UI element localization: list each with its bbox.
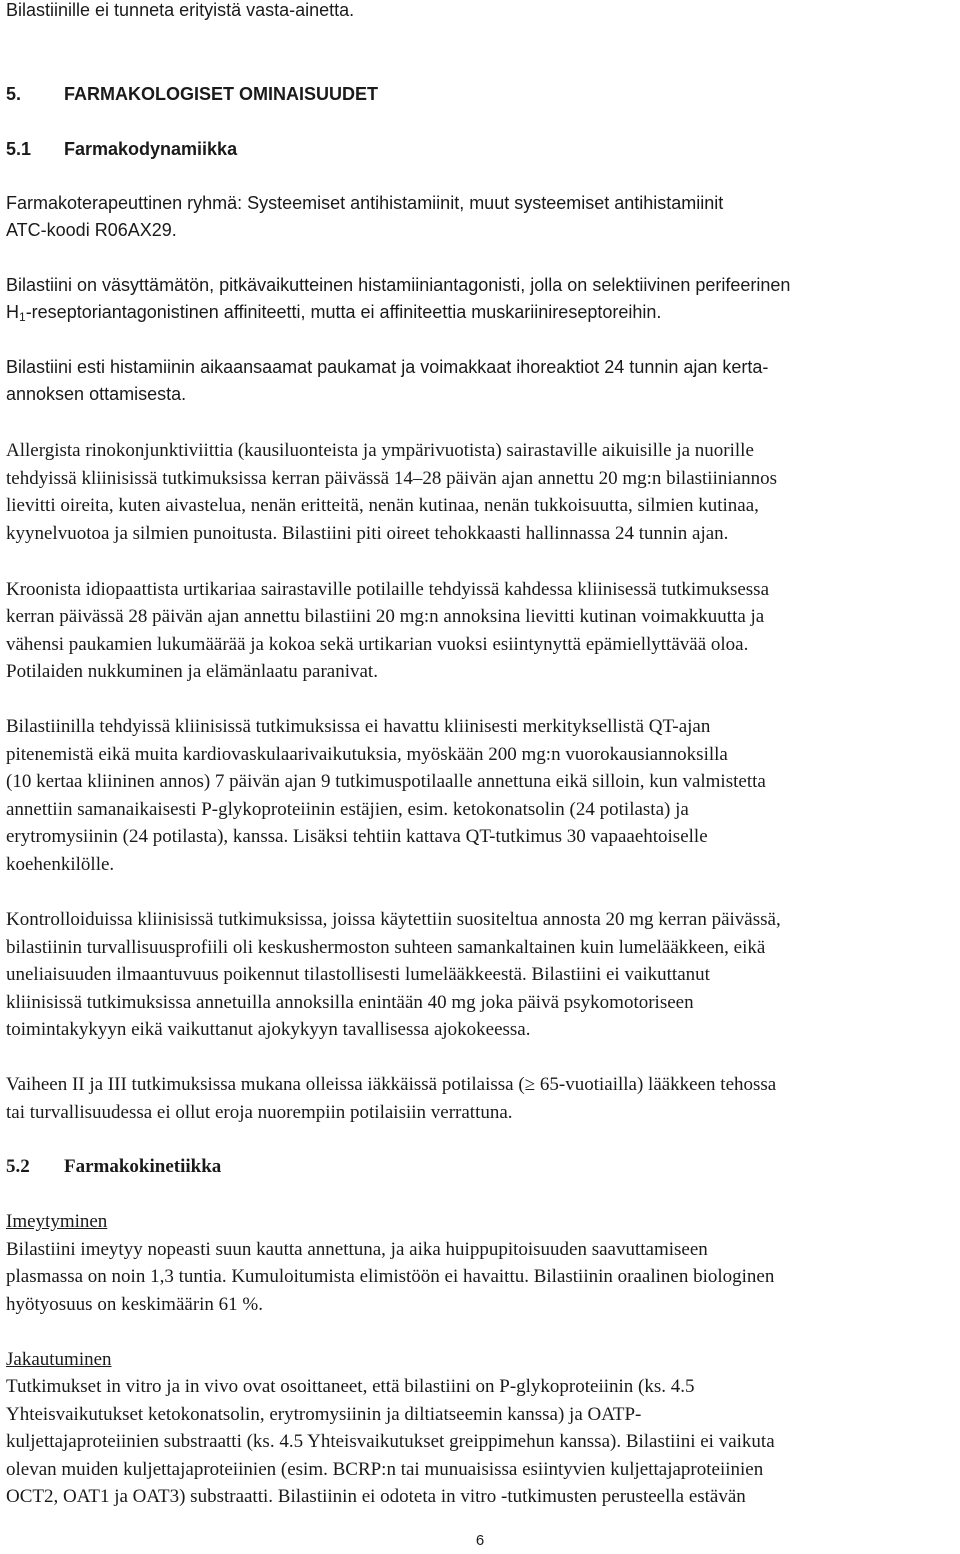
text-line: Potilaiden nukkuminen ja elämänlaatu paranivat. [6,661,378,682]
subsection-title-absorption: Imeytyminen [6,1211,108,1232]
subscript-one: 1 [19,310,26,324]
line-start: Vaiheen II ja III tutkimuksissa mukana olleissa iäkkäissä potilaissa ( [6,1074,525,1095]
text-line: bilastiinin turvallisuusprofiili oli keskushermoston suhteen samankaltainen kuin lumelääkkeen, eikä [6,937,766,958]
text-line: Kroonista idiopaattista urtikariaa sairastaville potilaille tehdyissä kahdessa kliinisessä tutkimuksessa [6,579,769,600]
text-line: Tutkimukset in vitro ja in vivo ovat osoittaneet, että bilastiini on P-glykoproteiinin (ks. 4.5 [6,1376,695,1397]
text-line: kuljettajaproteiinien substraatti (ks. 4.5 Yhteisvaikutukset greippimehun kanssa). Bilastiini ei vaikuta [6,1431,775,1452]
text-line: olevan muiden kuljettajaproteiinien (esim. BCRP:n tai munuaisissa esiintyvien kuljettajaproteiinien [6,1459,764,1480]
text-line: lievitti oireita, kuten aivastelua, nenän eritteitä, nenän kutinaa, nenän tukkoisuutta, silmien kutinaa, [6,495,759,516]
text-line [6,1071,776,1099]
greater-equal-symbol: ≥ [524,1074,536,1095]
text-line: hyötyosuus on keskimäärin 61 %. [6,1294,264,1315]
text-line: Allergista rinokonjunktiviittia (kausiluonteista ja ympärivuotista) sairastaville aikuisille ja nuorille [6,440,754,461]
text-line: Bilastiini imeytyy nopeasti suun kautta annettuna, ja aika huippupitoisuuden saavuttamiseen [6,1239,708,1260]
text-line: pitenemistä eikä muita kardiovaskulaarivaikutuksia, myöskään 200 mg:n vuorokausiannoksilla [6,744,728,765]
section-5-1-heading [6,136,237,164]
section-number: 5.1 [6,139,32,159]
line-rest: -reseptoriantagonistinen affiniteetti, mutta ei affiniteettia muskariinireseptoreihin. [25,302,662,322]
text-line: annoksen ottamisesta. [6,384,187,404]
text-line [6,299,661,327]
section-title: Farmakokinetiikka [64,1156,222,1177]
line-end: 65-vuotiailla) lääkkeen tehossa [535,1074,777,1095]
text-line: uneliaisuuden ilmaantuvuus poikennut tilastollisesti lumelääkkeestä. Bilastiini ei vaikuttanut [6,964,710,985]
text-line: kerran päivässä 28 päivän ajan annettu bilastiini 20 mg:n annoksina lievitti kutinan voimakkuutta ja [6,606,765,627]
text-line: kyynelvuotoa ja silmien punoitusta. Bilastiini piti oireet tehokkaasti hallinnassa 24 tunnin ajan. [6,523,729,544]
text-line: tehdyissä kliinisissä tutkimuksissa kerran päivässä 14–28 päivän ajan annettu 20 mg:n bilastiiniannos [6,468,777,489]
text-line: koehenkilölle. [6,854,115,875]
section-5-2-heading [6,1153,221,1181]
text-line: kliinisissä tutkimuksissa annetuilla annoksilla enintään 40 mg joka päivä psykomotoriseen [6,992,694,1013]
section-5-heading [6,81,378,109]
text-line: toimintakykyyn eikä vaikuttanut ajokykyyn tavallisessa ajokokeessa. [6,1019,531,1040]
text-line: erytromysiinin (24 potilasta), kanssa. Lisäksi tehtiin kattava QT-tutkimus 30 vapaaehtoiselle [6,826,708,847]
section-title: Farmakodynamiikka [64,139,238,159]
text-line: OCT2, OAT1 ja OAT3) substraatti. Bilastiinin ei odoteta in vitro -tutkimusten perusteella estävän [6,1486,746,1507]
text-line: vähensi paukamien lukumäärää ja kokoa sekä urtikarian vuoksi esiintynyttä epämiellyttävää oloa. [6,634,749,655]
subsection-title-distribution: Jakautuminen [6,1349,112,1370]
text-line: annettiin samanaikaisesti P-glykoproteiinin estäjien, esim. ketokonatsolin (24 potilasta) ja [6,799,689,820]
page-number: 6 [475,1532,485,1549]
text-line: Bilastiini esti histamiinin aikaansaamat paukamat ja voimakkaat ihoreaktiot 24 tunnin ajan kerta- [6,357,769,377]
text-line: Bilastiinilla tehdyissä kliinisissä tutkimuksissa ei havattu kliinisesti merkityksellistä QT-ajan [6,716,711,737]
section-number: 5.2 [6,1156,30,1177]
text-line: Farmakoterapeuttinen ryhmä: Systeemiset antihistamiinit, muut systeemiset antihistamiinit [6,193,724,213]
text-line: Kontrolloiduissa kliinisissä tutkimuksissa, joissa käytettiin suositeltua annosta 20 mg kerran päivässä, [6,909,781,930]
text-line: (10 kertaa kliininen annos) 7 päivän ajan 9 tutkimuspotilaalle annettuna eikä silloin, kun valmistetta [6,771,766,792]
intro-line: Bilastiinille ei tunneta erityistä vasta-ainetta. [6,0,355,20]
text-line: Bilastiini on väsyttämätön, pitkävaikutteinen histamiiniantagonisti, jolla on selektiivinen perifeerinen [6,275,791,295]
text-line: plasmassa on noin 1,3 tuntia. Kumuloitumista elimistöön ei havaittu. Bilastiinin oraalinen biologinen [6,1266,775,1287]
text-line: tai turvallisuudessa ei ollut eroja nuorempiin potilaisiin verrattuna. [6,1102,513,1123]
section-number: 5. [6,84,22,104]
section-title: FARMAKOLOGISET OMINAISUUDET [64,84,378,104]
text-line: ATC-koodi R06AX29. [6,220,177,240]
text-line: Yhteisvaikutukset ketokonatsolin, erytromysiinin ja diltiatseemin kanssa) ja OATP- [6,1404,642,1425]
h-letter: H [6,302,19,322]
